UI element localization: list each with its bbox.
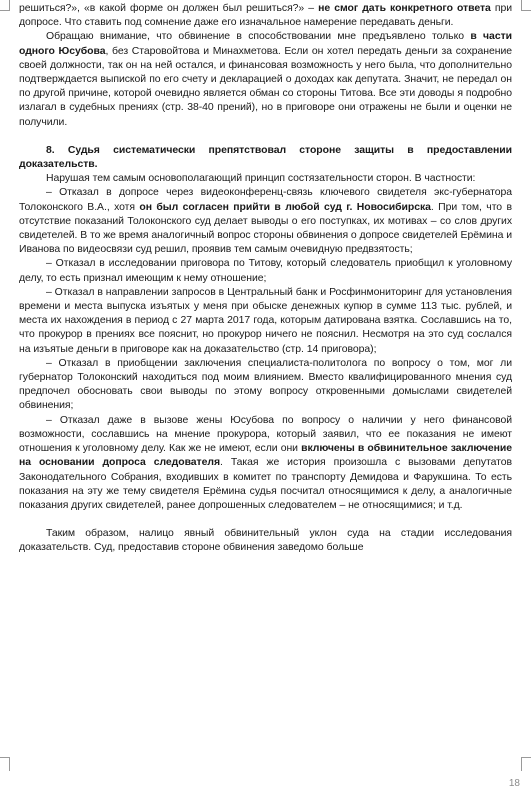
- text-run: решиться?», «в какой форме он должен был решиться?» –: [19, 3, 319, 14]
- crop-mark-bottom-left: [9, 757, 10, 771]
- page-number: 18: [508, 778, 520, 789]
- bold-text: он был согласен прийти в любой суд г. Новосибирска: [139, 201, 431, 213]
- text-run: . Такая же история произошла с вызовами депутатов Законодательного Собрания, входивших в комитет по транспорту Демидова и Фарукшина. То есть показания на эту же тему свидетеля Ерёмина судья посчитал относящимися к делу, а аналогичные показания других свидетелей, ранее допрошенных следователем – не относящимися; и т.д.: [19, 457, 512, 511]
- paragraph: [19, 186, 512, 257]
- text-run: Таким образом, налицо явный обвинительный уклон суда на стадии исследования доказательств. Суд, предоставив стороне обвинения заведомо больше: [19, 528, 512, 554]
- text-run: . При том, что в отсутствие показаний Толоконского суд делает выводы о его поступках, их мотивах – со слов других свидетелей. В то же время аналогичный вопрос стороны обвинения о допросе свидетелей Ерёмина и Иванова по видеосвязи суд решил, проявив тем самым очевидную предвзятость;: [19, 201, 512, 256]
- crop-mark-bottom-left: [0, 757, 10, 758]
- text-run: Нарушая тем самым основополагающий принцип состязательности сторон. В частности:: [46, 173, 476, 185]
- crop-mark-top-left: [0, 10, 10, 11]
- paragraph: [19, 414, 512, 513]
- document-body: [19, 2, 512, 556]
- bold-text: 8. Судья систематически препятствовал стороне защиты в предоставлении доказательств.: [19, 144, 512, 171]
- text-run: – Отказал в исследовании приговора по Титову, который следователь приобщил к уголовному делу, то есть признал имеющим к нему отношение;: [19, 258, 512, 284]
- text-run: – Отказал даже в вызове жены Юсубова по вопросу о наличии у него финансовой возможности, сославшись на мнение прокурора, который заявил, что ее показания не имеют отношения к уголовному делу. Как же не имеют, если они: [19, 414, 512, 455]
- crop-mark-bottom-right: [521, 757, 531, 758]
- text-run: Обращаю внимание, что обвинение в способствовании мне предъявлено только: [46, 31, 471, 43]
- bold-text: включены в обвинительное заключение на основании допроса следователя: [19, 443, 512, 469]
- crop-mark-bottom-right: [521, 757, 522, 771]
- bold-text: в части одного Юсубова: [19, 31, 512, 57]
- paragraph: [19, 286, 512, 357]
- paragraph: [19, 30, 512, 129]
- section-heading: [19, 144, 512, 172]
- paragraph: [19, 2, 512, 30]
- bold-text: не смог дать конкретного ответа: [318, 3, 491, 14]
- text-run: – Отказал в допросе через видеоконференц-связь ключевого свидетеля экс-губернатора Толоконского В.А., хотя: [19, 187, 512, 213]
- paragraph: [19, 527, 512, 555]
- text-run: – Отказал в направлении запросов в Центральный банк и Росфинмониторинг для установления времени и места выпуска изъятых у меня при обыске денежных купюр в сумме 113 тыс. рублей, и места их нахождения в период с 27 марта 2017 года, которым датирована взятка. Сославшись на то, что прокурор в прениях все пояснит, но прокурор ничего не пояснил. Несмотря на это суд сослался на изъятые деньги в приговоре как на доказательство (стр. 14 приговора);: [19, 286, 512, 355]
- paragraph: [19, 172, 512, 186]
- text-run: – Отказал в приобщении заключения специалиста-политолога по вопросу о том, мог ли губернатор Толоконский находиться под моим влиянием. Вместо квалифицированного мнения суд предпочел обосновать свои выводы по этому вопросу откровенными домыслами свидетелей обвинения;: [19, 357, 512, 412]
- crop-mark-top-left: [9, 0, 10, 10]
- paragraph: [19, 357, 512, 414]
- paragraph: [19, 257, 512, 285]
- text-run: , без Старовойтова и Минахметова. Если он хотел передать деньги за сохранение своей должности, так он на ней остался, и финансовая возможность у него была, что дополнительно подтверждается выпиской по его счету и декларацией о доходах как депутата. Значит, не передал он по другой причине, которой очевидно является обман со стороны Титова. Все эти доводы я подробно излагал в судебных прениях (стр. 38-40 прений), но в приговоре они отражены не были и оценки не получили.: [19, 45, 513, 128]
- crop-mark-top-right: [521, 10, 531, 11]
- crop-mark-top-right: [521, 0, 522, 10]
- text-run: при допросе. Что ставить под сомнение даже его изначальное намерение передавать деньги.: [19, 3, 512, 29]
